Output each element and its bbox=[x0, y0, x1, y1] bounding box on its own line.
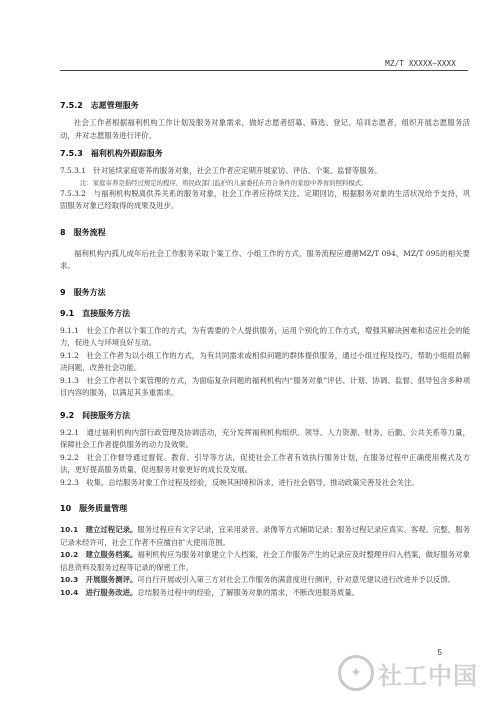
label-10-4: 10.4 进行服务改进。 bbox=[60, 587, 138, 597]
paragraph-10-4 bbox=[60, 587, 470, 600]
page-content bbox=[60, 100, 470, 599]
label-10-2: 10.2 建立服务档案。 bbox=[60, 550, 138, 559]
text-10-3: 可自行开展或引入第三方对社会工作服务的满意度进行测评，针对意见建议进行改进并予以反馈。 bbox=[137, 575, 456, 584]
heading-7-5-2: 7.5.2 志愿管理服务 bbox=[60, 101, 139, 110]
paragraph-9-2-1: 9.2.1 通过福利机构内部行政管理及协调活动，充分发挥福利机构组织、领导、人力资源、财务、后勤、公共关系等力量，保障社会工作者提供服务的动力及效果。 bbox=[60, 427, 470, 449]
header-rule bbox=[60, 70, 468, 71]
page-number: 5 bbox=[437, 648, 442, 657]
heading-10: 10 服务质量管理 bbox=[60, 504, 128, 513]
paragraph-9-1-1: 9.1.1 社会工作者以个案工作的方式，为有需要的个人提供服务，运用个别化的工作方式，增强其解决困难和适应社会的能力，促进人与环境良好互动。 bbox=[60, 325, 470, 347]
paragraph-8: 福利机构内孤儿成年后社会工作服务采取个案工作、小组工作的方式，服务流程应遵循MZ/T 094、MZ/T 095的相关要求。 bbox=[60, 248, 470, 270]
text-10-1: 服务过程应有文字记录，宜采用录音、录像等方式辅助记录；服务过程记录应真实、客观、完整，服务记录未经许可，社会工作者不应擅自扩大使用范围。 bbox=[60, 525, 470, 547]
note-7-5-3: 注：家庭寄养是指经过规定的程序，将民政部门监护的儿童委托在符合条件的家庭中养育的照料模式。 bbox=[80, 178, 368, 187]
document-code: MZ/T XXXXX—XXXX bbox=[385, 59, 456, 68]
paragraph-9-1-3: 9.1.3 社会工作者以个案管理的方式，为面临复杂问题的福利机构内“服务对象”评估、计划、协调、监督、倡导包含多种项目内容的服务，以满足其多重需求。 bbox=[60, 375, 470, 397]
label-10-3: 10.3 开展服务测评。 bbox=[60, 575, 138, 584]
paragraph-7-5-3-2: 7.5.3.2 与福利机构脱离供养关系的服务对象，社会工作者应持续关注、定期回访，根据服务对象的生活状况给予支持，巩固服务对象已经取得的成果及进步。 bbox=[60, 188, 470, 210]
watermark bbox=[338, 655, 478, 691]
paragraph-10-1 bbox=[60, 524, 470, 549]
heading-9: 9 服务方法 bbox=[60, 287, 106, 297]
paragraph-10-2 bbox=[60, 549, 470, 574]
heading-9-2: 9.2 间接服务方法 bbox=[60, 410, 131, 420]
paragraph-9-2-3: 9.2.3 收集、总结服务对象工作过程及经验，反映其困境和诉求，进行社会倡导，推动政策完善及社会关注。 bbox=[60, 477, 419, 487]
heading-8: 8 服务流程 bbox=[60, 227, 106, 237]
social-work-logo-icon: ✦ bbox=[338, 655, 374, 691]
label-10-1: 10.1 建立过程记录。 bbox=[60, 525, 138, 534]
watermark-text: 社工中国 bbox=[378, 661, 478, 690]
heading-7-5-3: 7.5.3 福利机构外跟踪服务 bbox=[60, 149, 163, 158]
paragraph-7-5-3-1: 7.5.3.1 针对延续家庭寄养的服务对象，社会工作者应定期开展家访、评估、个案、监督等服务。 bbox=[60, 166, 382, 175]
paragraph-7-5-2: 社会工作者根据福利机构工作计划及服务对象需求，做好志愿者招募、筛选、登记、培训志愿者，组织开展志愿服务活动，并对志愿服务进行评价。 bbox=[60, 118, 470, 140]
text-10-2: 福利机构应为服务对象建立个人档案，社会工作服务产生的记录应及时整理并归入档案，做好服务对象信息资料及服务过程等记录的保密工作。 bbox=[60, 550, 470, 572]
paragraph-9-2-2: 9.2.2 社会工作督导通过督促、教育、引导等方法，促使社会工作者有效执行服务计划，在服务过程中正确使用模式及方法，更好提高服务质量，促进服务对象更好的成长及发展。 bbox=[60, 452, 470, 474]
text-10-4: 总结服务过程中的经验，了解服务对象的需求，不断改进服务质量。 bbox=[137, 587, 360, 597]
heading-9-1: 9.1 直接服务方法 bbox=[60, 308, 131, 318]
paragraph-10-3 bbox=[60, 574, 470, 587]
paragraph-9-1-2: 9.1.2 社会工作者为以小组工作的方式，为有共同需求或相似问题的群体提供服务，通过小组过程及技巧，帮助小组组员解决问题，改善社会功能。 bbox=[60, 350, 470, 372]
